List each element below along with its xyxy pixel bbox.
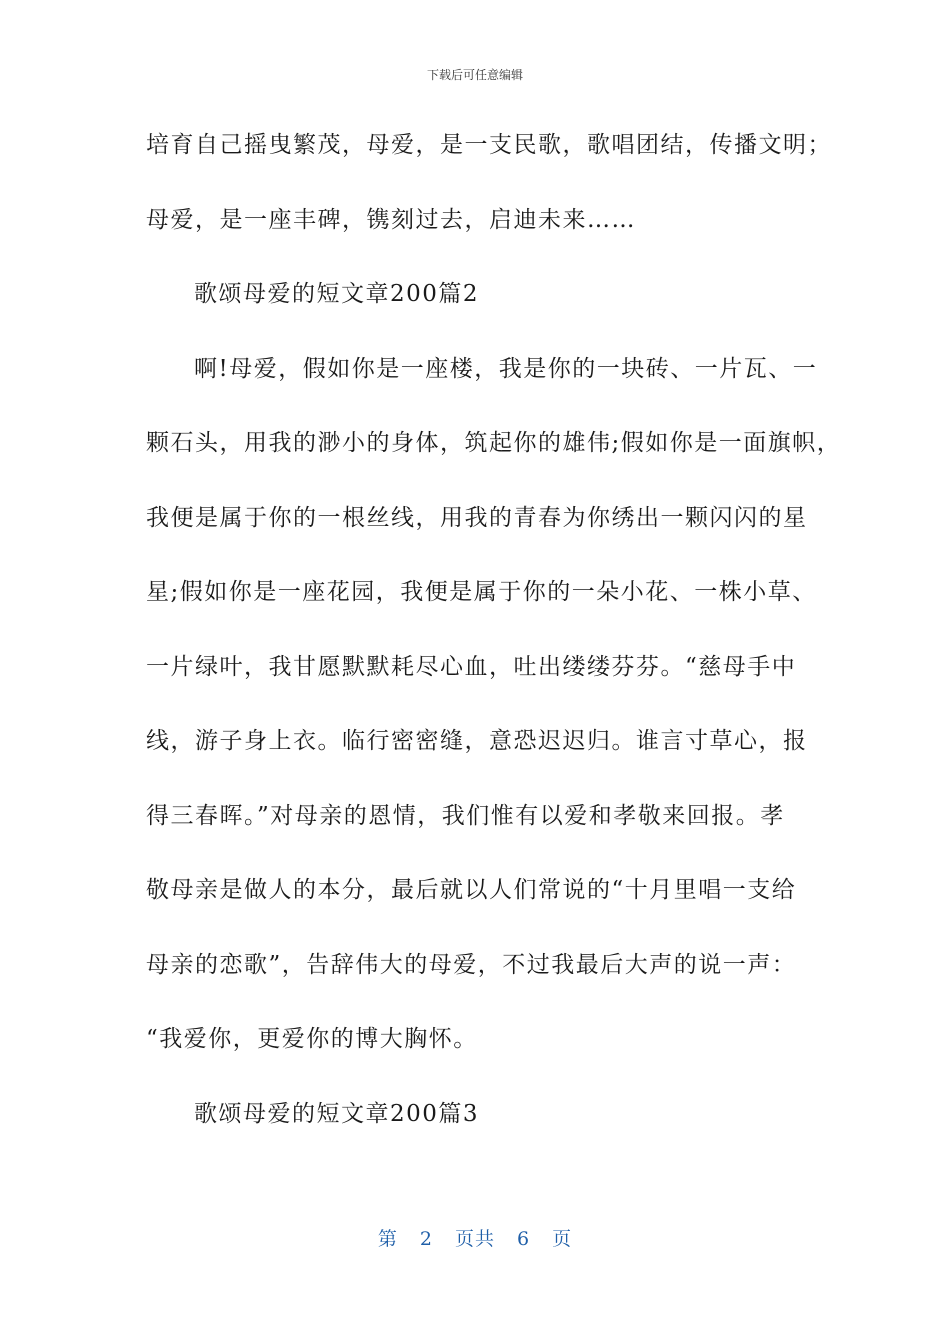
paragraph-line: 星;假如你是一座花园，我便是属于你的一朵小花、一株小草、 bbox=[146, 579, 817, 605]
page-footer bbox=[0, 1224, 950, 1251]
paragraph-line: “我爱你，更爱你的博大胸怀。 bbox=[146, 1026, 478, 1052]
section-heading: 歌颂母爱的短文章200篇2 bbox=[194, 281, 480, 307]
paragraph-line: 得三春晖。”对母亲的恩情，我们惟有以爱和孝敬来回报。孝 bbox=[146, 802, 785, 829]
paragraph-line: 我便是属于你的一根丝线，用我的青春为你绣出一颗闪闪的星 bbox=[146, 504, 808, 531]
paragraph-line: 啊!母爱，假如你是一座楼，我是你的一块砖、一片瓦、一 bbox=[194, 355, 818, 382]
paragraph-line: 线，游子身上衣。临行密密缝，意恐迟迟归。谁言寸草心，报 bbox=[146, 728, 808, 754]
page-suffix: 页 bbox=[552, 1228, 573, 1250]
document-body bbox=[146, 124, 842, 1167]
page-total: 6 bbox=[517, 1228, 531, 1250]
section-heading: 歌颂母爱的短文章200篇3 bbox=[194, 1100, 480, 1127]
paragraph-line: 颗石头，用我的渺小的身体，筑起你的雄伟;假如你是一面旗帜， bbox=[146, 430, 842, 456]
paragraph-line: 母亲的恋歌”，告辞伟大的母爱，不过我最后大声的说一声： bbox=[146, 951, 797, 978]
paragraph-line: 培育自己摇曳繁茂，母爱，是一支民歌，歌唱团结，传播文明； bbox=[146, 132, 832, 158]
paragraph-line: 一片绿叶，我甘愿默默耗尽心血，吐出缕缕芬芬。“慈母手中 bbox=[146, 653, 797, 680]
page-prefix: 第 bbox=[377, 1228, 398, 1250]
paragraph-line: 母爱，是一座丰碑，镌刻过去，启迪未来…… bbox=[146, 206, 636, 233]
page-middle: 页共 bbox=[454, 1228, 495, 1250]
header-note: 下载后可任意编辑 bbox=[426, 68, 523, 82]
page-number: 2 bbox=[419, 1228, 433, 1250]
paragraph-line: 敬母亲是做人的本分，最后就以人们常说的“十月里唱一支给 bbox=[146, 877, 797, 903]
